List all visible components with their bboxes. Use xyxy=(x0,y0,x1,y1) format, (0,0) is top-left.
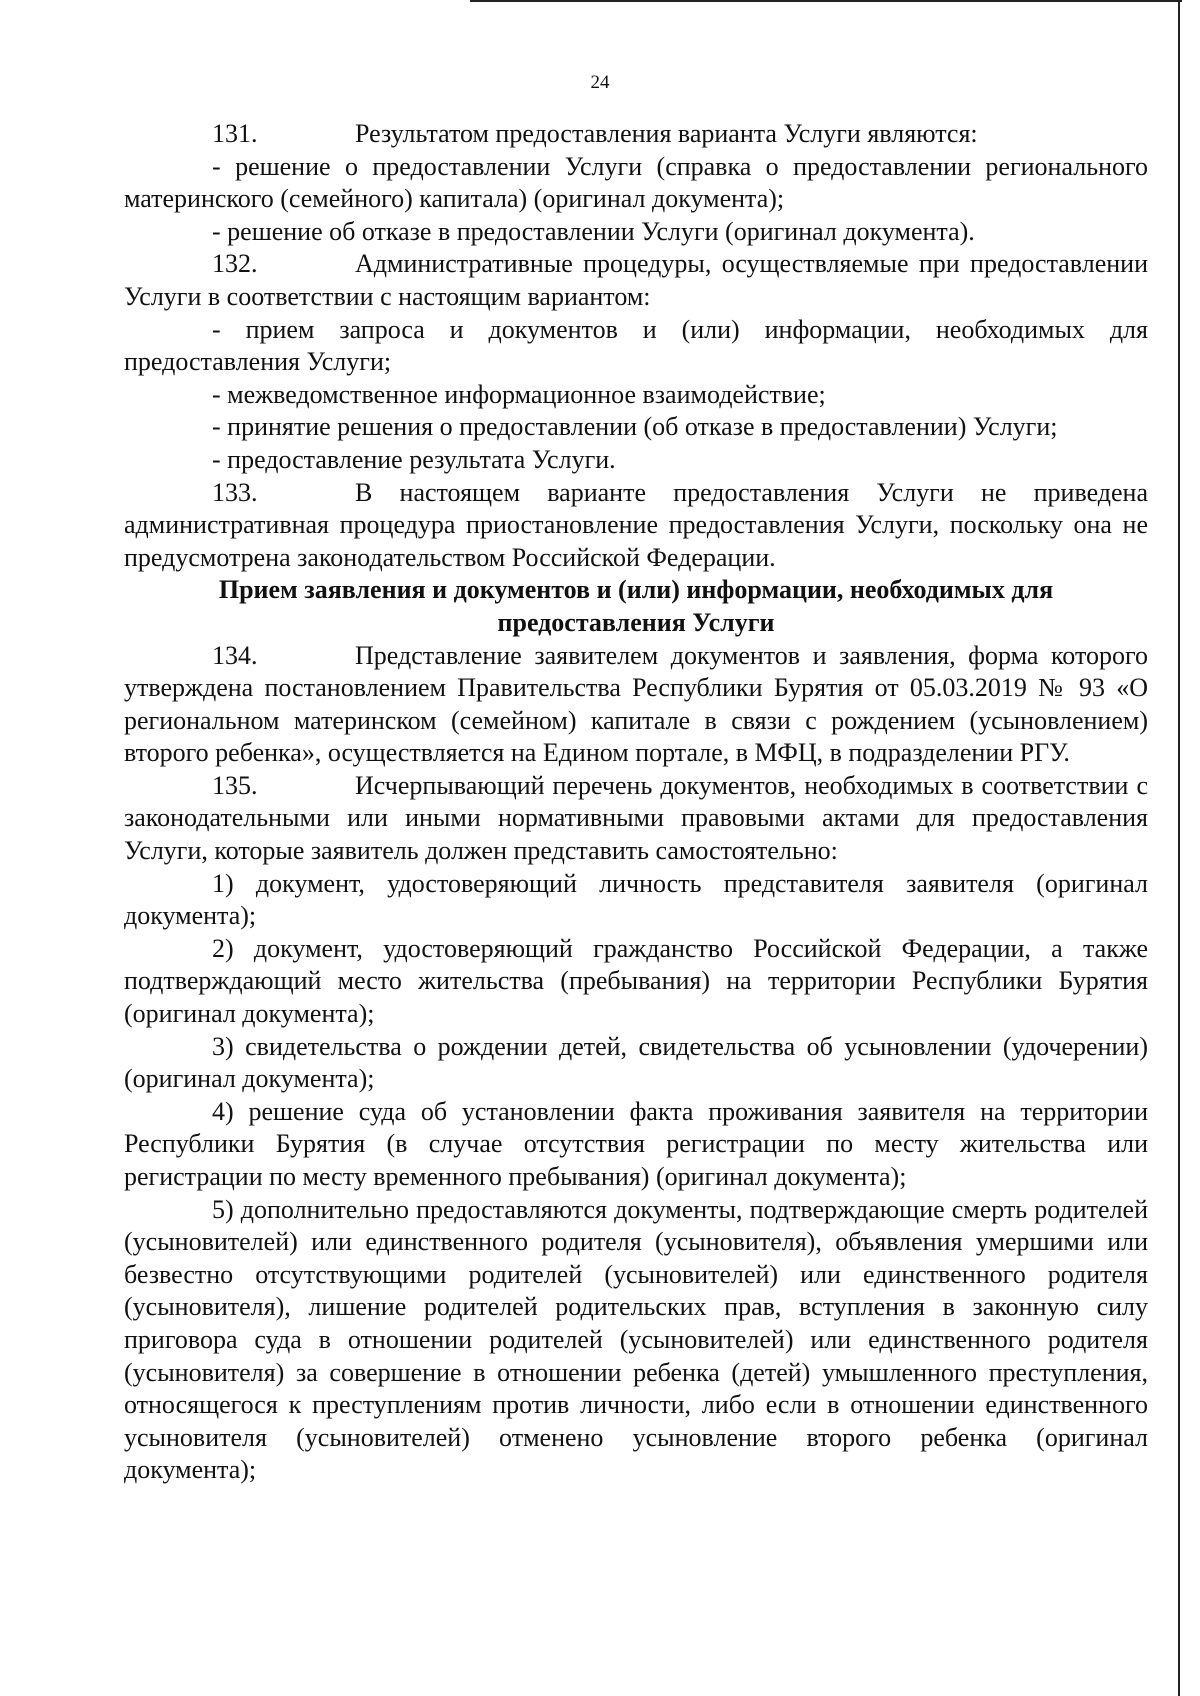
item-number: 131. xyxy=(212,119,258,148)
item-number: 135. xyxy=(212,770,258,800)
paragraph-132-a: - прием запроса и документов и (или) информации, необходимых для предоставления Услуги; xyxy=(124,314,1148,377)
paragraph-135: 135. Исчерпывающий перечень документов, необходимых в соответствии с законодательными или иными нормативными правовыми актами для предоставления Услуги, которые заявитель должен представить самостоятельно: xyxy=(124,770,1148,866)
paragraph-132: 132. Административные процедуры, осуществляемые при предоставлении Услуги в соответствии с настоящим вариантом: xyxy=(124,249,1148,311)
paragraph-133: 133. В настоящем варианте предоставления Услуги не приведена административная процедура приостановление предоставления Услуги, поскольку она не предусмотрена законодательством Российской Федерации. xyxy=(124,477,1148,572)
item-number: 133. xyxy=(212,477,258,507)
paragraph-132-b: - межведомственное информационное взаимодействие; xyxy=(212,379,826,409)
paragraph-134: 134. Представление заявителем документов и заявления, форма которого утверждена постановлением Правительства Республики Бурятия от 05.03.2019 № 93 «О региональном материнском (семейном) капитале в связи с рождением (усыновлением) второго ребенка», осуществляется на Едином портале, в МФЦ, в подразделении РГУ. xyxy=(124,640,1148,768)
section-heading: Прием заявления и документов и (или) информации, необходимых для предоставления Услуги xyxy=(218,575,1054,637)
item-number: 134. xyxy=(212,640,258,670)
paragraph-135-4: 4) решение суда об установлении факта проживания заявителя на территории Республики Бурятия (в случае отсутствия регистрации по месту жительства или регистрации по месту временного пребывания) (оригинал документа); xyxy=(124,1096,1148,1191)
paragraph-131-a: - решение о предоставлении Услуги (справка о предоставлении регионального материнского (семейного) капитала) (оригинал документа); xyxy=(124,151,1148,214)
paragraph-135-5: 5) дополнительно предоставляются документы, подтверждающие смерть родителей (усыновителей) или единственного родителя (усыновителя), объявления умершими или безвестно отсутствующими родителей (усыновителей) или единственного родителя (усыновителя), лишение родителей родительских прав, вступления в законную силу приговора суда в отношении родителей (усыновителей) или единственного родителя (усыновителя) за совершение в отношении ребенка (детей) умышленного преступления, относящегося к преступлениям против личности, либо если в отношении единственного усыновителя (усыновителей) отменено усыновление второго ребенка (оригинал документа); xyxy=(124,1194,1148,1485)
item-number: 132. xyxy=(212,249,258,279)
paragraph-135-3: 3) свидетельства о рождении детей, свидетельства об усыновлении (удочерении) (оригинал документа); xyxy=(124,1031,1148,1094)
paragraph-135-2: 2) документ, удостоверяющий гражданство Российской Федерации, а также подтверждающий место жительства (пребывания) на территории Республики Бурятия (оригинал документа); xyxy=(124,933,1148,1029)
document-body xyxy=(124,118,1148,1487)
paragraph-132-c: - принятие решения о предоставлении (об отказе в предоставлении) Услуги; xyxy=(212,412,1058,442)
paragraph-131: 131. Результатом предоставления варианта Услуги являются: xyxy=(124,118,1148,151)
scan-right-edge xyxy=(1178,0,1180,1696)
scan-top-edge xyxy=(470,0,1182,2)
page-number: 24 xyxy=(590,72,610,93)
paragraph-132-d: - предоставление результата Услуги. xyxy=(212,444,616,474)
paragraph-135-1: 1) документ, удостоверяющий личность представителя заявителя (оригинал документа); xyxy=(124,868,1148,931)
paragraph-131-b: - решение об отказе в предоставлении Услуги (оригинал документа). xyxy=(212,216,975,246)
